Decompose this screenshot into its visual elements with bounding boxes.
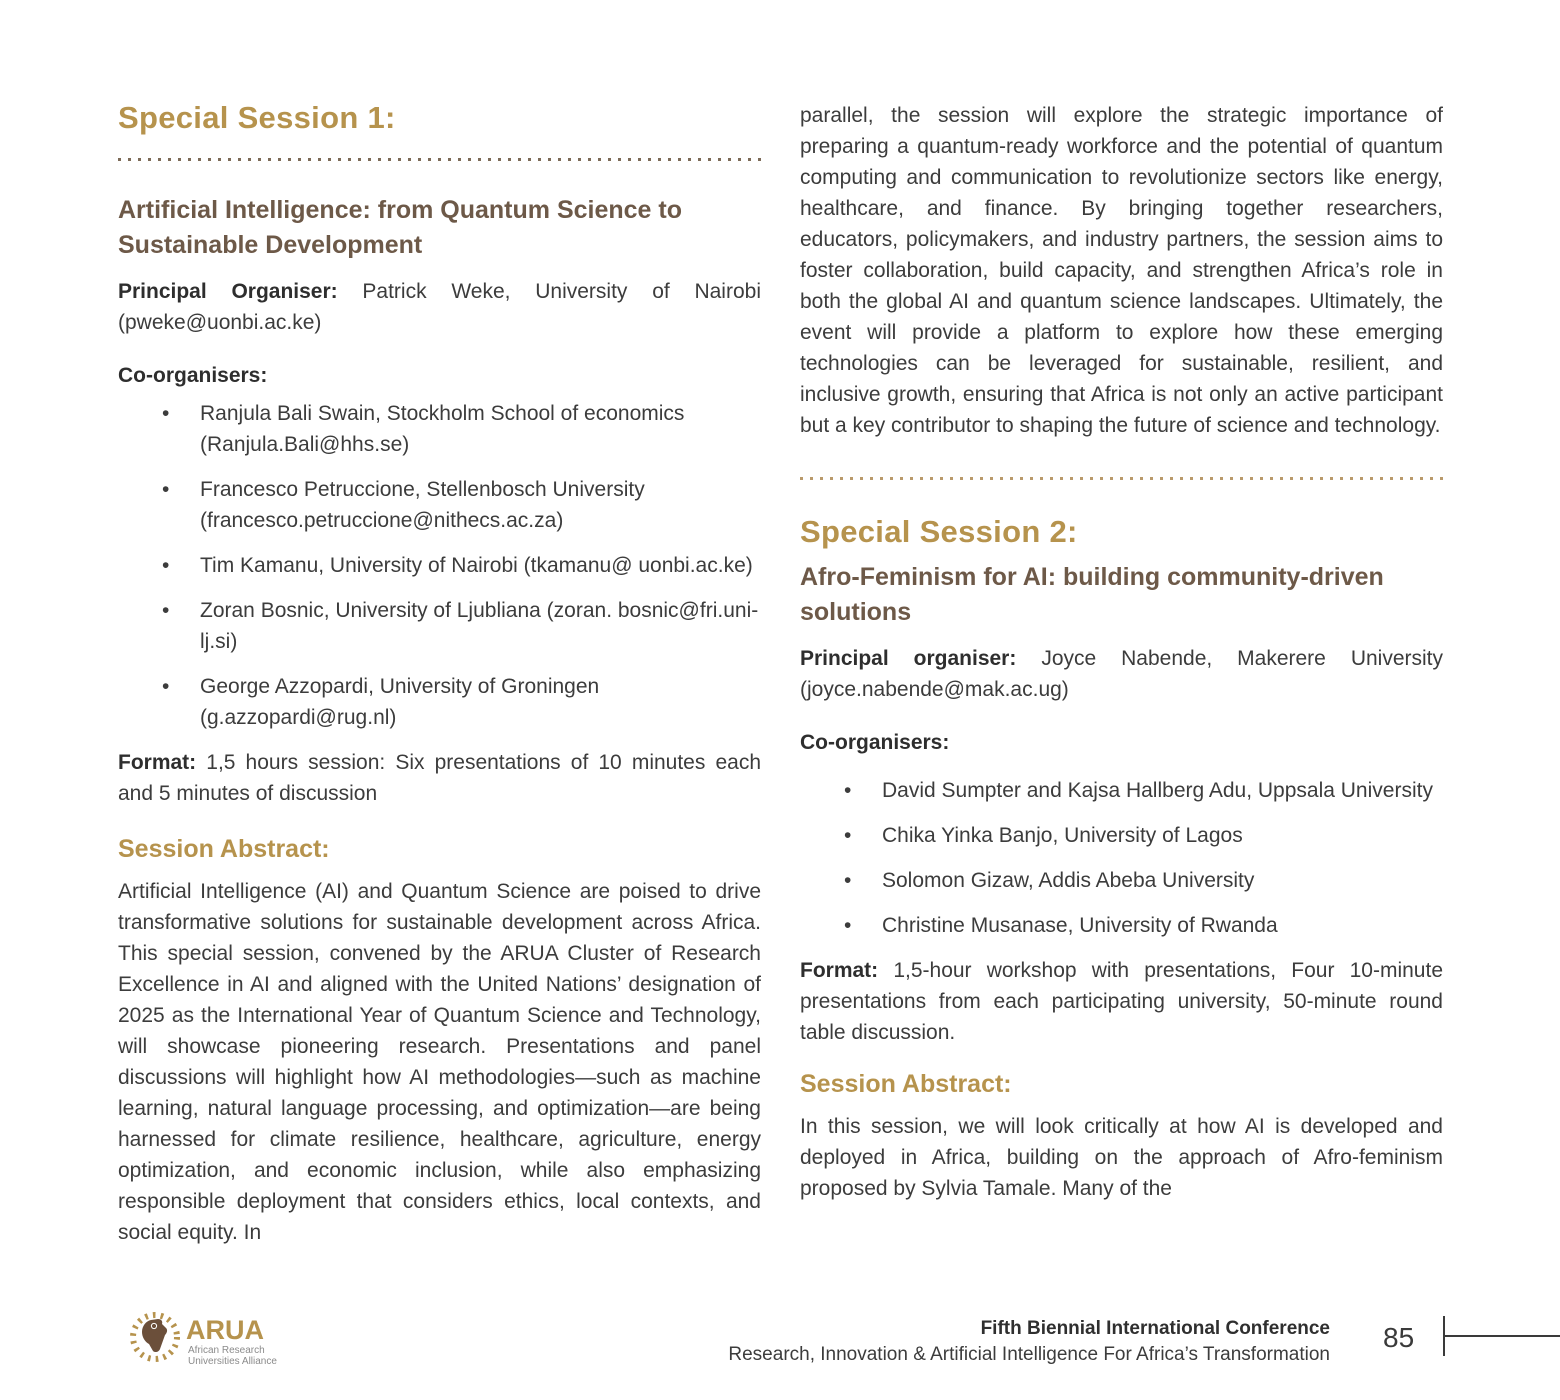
footer-conference-title: Fifth Biennial International Conference [980,1318,1330,1339]
principal-organiser-text: Joyce Nabende, Makerere University (joyce.nabende@mak.ac.ug) [800,647,1443,701]
session2-format [800,955,1443,1048]
arua-logo-graphic [128,1308,348,1370]
session1-heading: Special Session 1: [118,100,396,135]
list-item: • David Sumpter and Kajsa Hallberg Adu, Uppsala University [800,775,1443,806]
session2-co-organisers-label: Co-organisers: [800,731,950,754]
footer-conference-subtitle: Research, Innovation & Artificial Intelligence For Africa’s Transformation [728,1344,1330,1365]
session1-abstract-continuation: parallel, the session will explore the strategic importance of preparing a quantum-ready workforce and the potential of quantum computing and communication to revolutionize sectors like energy, healthcare, and finance. By bringing together researchers, educators, policymakers, and industry partners, the session aims to foster collaboration, build capacity, and strengthen Africa’s role in both the global AI and quantum science landscapes. Ultimately, the event will provide a platform to explore how these emerging technologies can be leveraged for sustainable, resilient, and inclusive growth, ensuring that Africa is not only an active participant but a key contributor to shaping the future of science and technology. [800,104,1443,437]
session2-heading: Special Session 2: [800,514,1078,549]
format-label: Format: [118,751,197,774]
format-text: 1,5 hours session: Six presentations of 10 minutes each and 5 minutes of discussion [118,751,761,805]
session1-co-organisers-list [118,398,761,733]
list-item: • Zoran Bosnic, University of Ljubliana (zoran. bosnic@fri.uni-lj.si) [118,595,761,657]
session2-co-organisers-list [800,775,1443,941]
left-column [118,100,761,1248]
format-label: Format: [800,959,879,982]
list-item: • Christine Musanase, University of Rwanda [800,910,1443,941]
session2-abstract-heading: Session Abstract: [800,1070,1012,1098]
arua-logo-sub1: African Research [188,1345,265,1356]
dotted-divider [800,477,1443,480]
right-column [800,100,1443,1204]
list-item: • George Azzopardi, University of Groningen (g.azzopardi@rug.nl) [118,671,761,733]
page-number-rule-horizontal [1443,1335,1560,1337]
list-item: • Ranjula Bali Swain, Stockholm School of economics (Ranjula.Bali@hhs.se) [118,398,761,460]
principal-organiser-text: Patrick Weke, University of Nairobi (pweke@uonbi.ac.ke) [118,280,761,334]
format-text: 1,5-hour workshop with presentations, Four 10-minute presentations from each participating university, 50-minute round table discussion. [800,959,1443,1044]
arua-logo-sub2: Universities Alliance [188,1356,277,1367]
footer-conference-text [728,1318,1330,1366]
session2-principal-organiser [800,643,1443,705]
list-item: • Solomon Gizaw, Addis Abeba University [800,865,1443,896]
session2-abstract-text: In this session, we will look critically at how AI is developed and deployed in Africa, building on the approach of Afro-feminism proposed by Sylvia Tamale. Many of the [800,1115,1443,1200]
principal-organiser-label: Principal Organiser: [118,280,338,303]
session1-abstract-heading: Session Abstract: [118,835,330,863]
list-item: • Tim Kamanu, University of Nairobi (tkamanu@ uonbi.ac.ke) [118,550,761,581]
principal-organiser-label: Principal organiser: [800,647,1017,670]
arua-logo-text: ARUA [186,1315,264,1345]
session2-title: Afro-Feminism for AI: building community-driven solutions [800,563,1384,626]
dotted-divider [118,158,761,161]
session1-format [118,747,761,809]
list-item: • Chika Yinka Banjo, University of Lagos [800,820,1443,851]
list-item: • Francesco Petruccione, Stellenbosch University (francesco.petruccione@nithecs.ac.za) [118,474,761,536]
arua-logo [128,1308,348,1370]
page-number: 85 [1383,1322,1415,1353]
session1-principal-organiser [118,276,761,338]
session1-abstract-text: Artificial Intelligence (AI) and Quantum Science are poised to drive transformative solutions for sustainable development across Africa. This special session, convened by the ARUA Cluster of Research Excellence in AI and aligned with the United Nations’ designation of 2025 as the International Year of Quantum Science and Technology, will showcase pioneering research. Presentations and panel discussions will highlight how AI methodologies—such as machine learning, natural language processing, and optimization—are being harnessed for climate resilience, healthcare, agriculture, energy optimization, and economic inclusion, while also emphasizing responsible deployment that considers ethics, local contexts, and social equity. In [118,880,761,1244]
session1-co-organisers-label: Co-organisers: [118,364,268,387]
session1-title: Artificial Intelligence: from Quantum Science to Sustainable Development [118,196,682,259]
